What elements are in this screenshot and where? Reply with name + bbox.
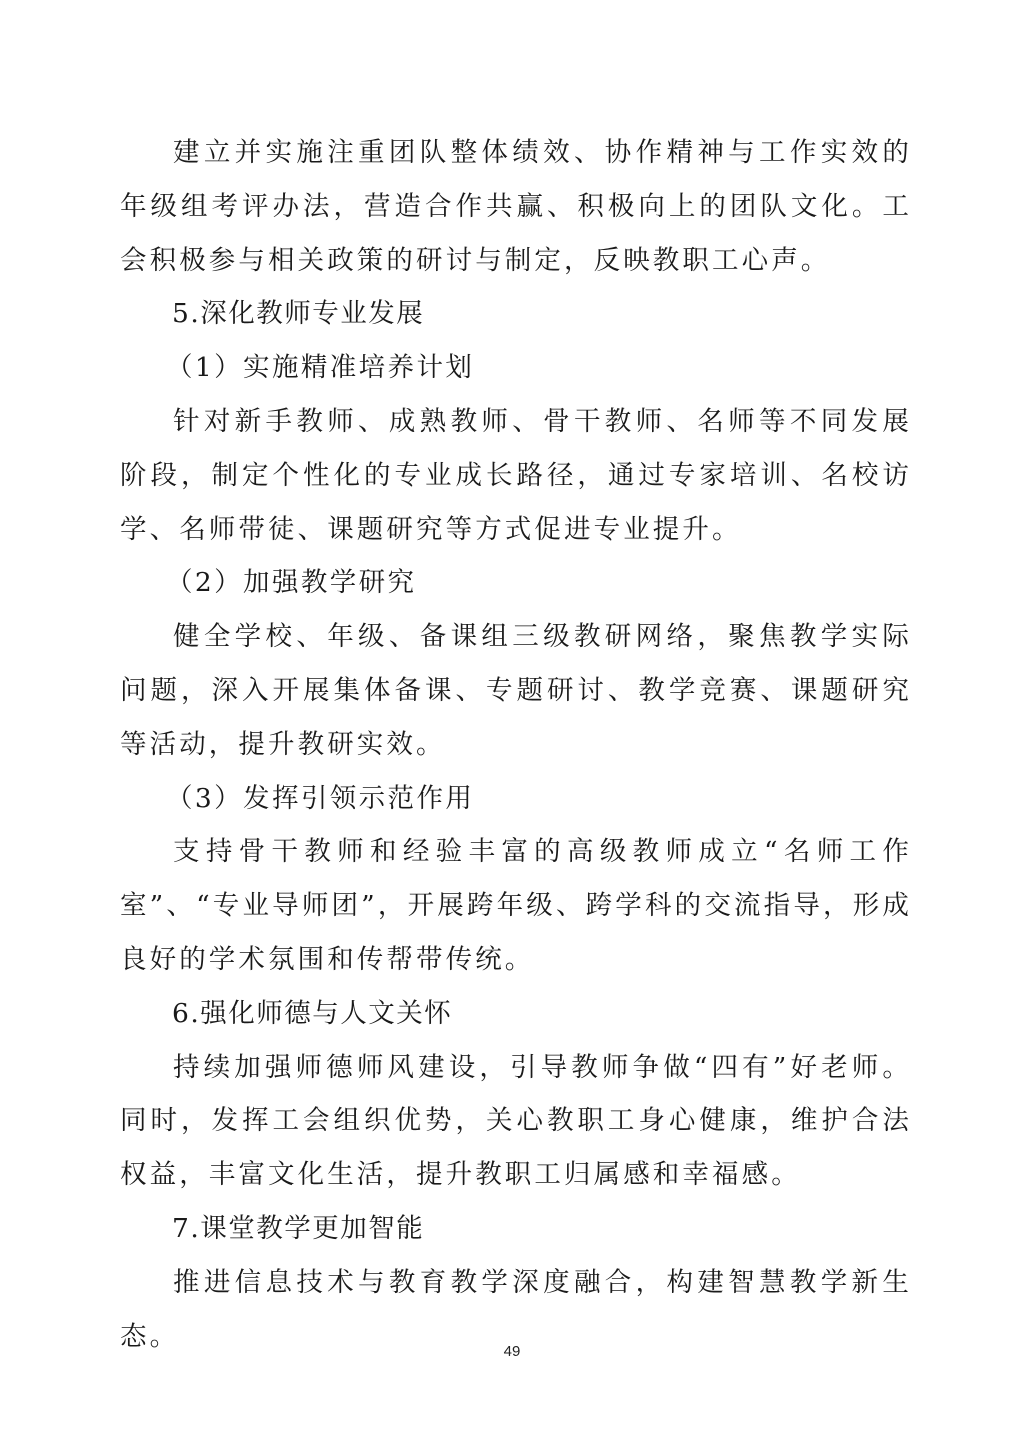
subheading-5-3: （3）发挥引领示范作用 xyxy=(166,782,475,814)
section-heading-5: 5.深化教师专业发展 xyxy=(172,298,425,330)
paragraph-training-plan: 针对新手教师、成熟教师、骨干教师、名师等不同发展阶段，制定个性化的专业成长路径，通过专家培训、名校访学、名师带徒、课题研究等方式促进专业提升。 xyxy=(120,405,912,545)
section-heading-6: 6.强化师德与人文关怀 xyxy=(172,997,453,1029)
section-heading-7: 7.课堂教学更加智能 xyxy=(172,1212,425,1244)
paragraph-teacher-ethics: 持续加强师德师风建设，引导教师争做“四有”好老师。同时，发挥工会组织优势，关心教职工身心健康，维护合法权益，丰富文化生活，提升教职工归属感和幸福感。 xyxy=(120,1051,912,1191)
paragraph-smart-teaching: 推进信息技术与教育教学深度融合，构建智慧教学新生态。 xyxy=(120,1266,912,1352)
paragraph-teaching-research: 健全学校、年级、备课组三级教研网络，聚焦教学实际问题，深入开展集体备课、专题研讨、教学竞赛、课题研究等活动，提升教研实效。 xyxy=(120,621,912,760)
document-page xyxy=(120,126,912,1363)
paragraph-team-evaluation: 建立并实施注重团队整体绩效、协作精神与工作实效的年级组考评办法，营造合作共赢、积极向上的团队文化。工会积极参与相关政策的研讨与制定，反映教职工心声。 xyxy=(120,137,912,276)
subheading-5-2: （2）加强教学研究 xyxy=(166,567,417,599)
paragraph-leading-role: 支持骨干教师和经验丰富的高级教师成立“名师工作室”、“专业导师团”，开展跨年级、跨学科的交流指导，形成良好的学术氛围和传帮带传统。 xyxy=(120,836,912,975)
subheading-5-1: （1）实施精准培养计划 xyxy=(166,352,475,384)
page-number: 49 xyxy=(503,1343,521,1360)
